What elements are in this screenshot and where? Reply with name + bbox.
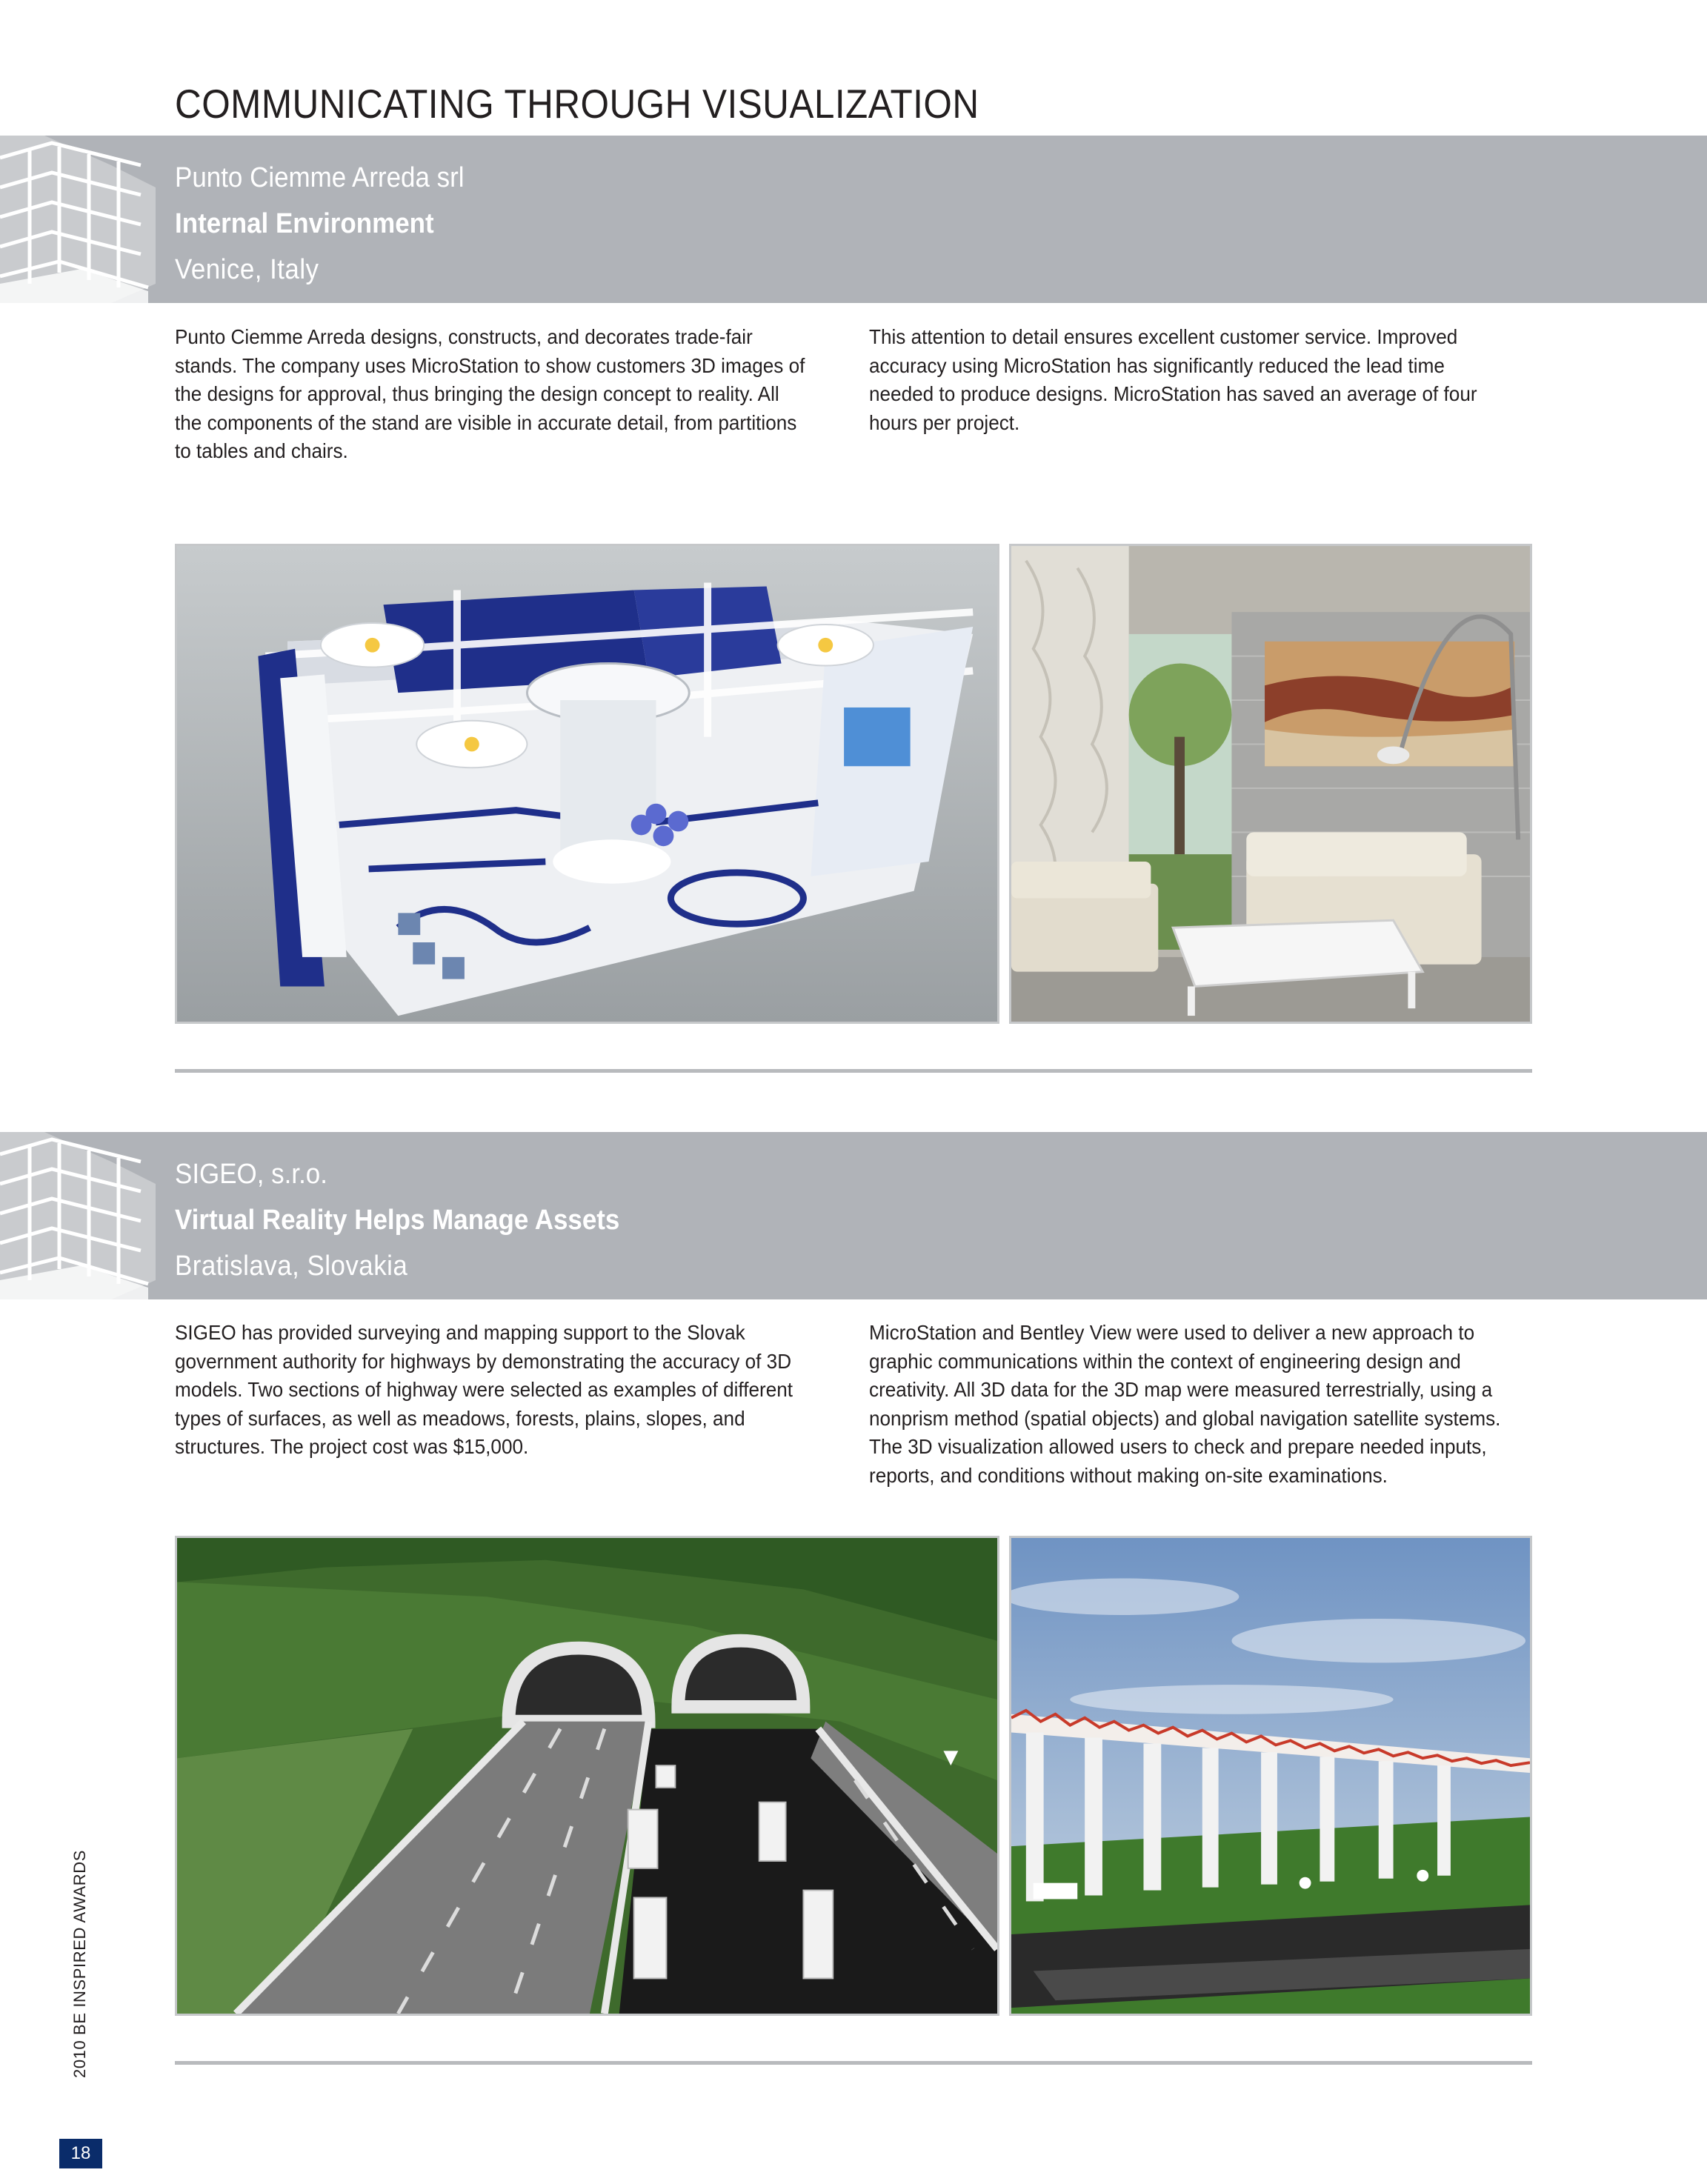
- body-paragraph: SIGEO has provided surveying and mapping support to the Slovak government authority for highways by demonstrating the accuracy of 3D models. Two sections of highway were selected as examples of different types of surfaces, as well as meadows, forests, plains, slopes, and structures. The project cost was $15,000.: [175, 1321, 793, 1458]
- living-room-image: [1009, 544, 1532, 1024]
- project-location: Venice, Italy: [175, 254, 319, 285]
- trade-fair-stand-image: [175, 544, 999, 1024]
- page-title: COMMUNICATING THROUGH VISUALIZATION: [175, 81, 979, 127]
- publication-label: 2010 BE INSPIRED AWARDS: [70, 1849, 89, 2078]
- body-column-left: [175, 1319, 808, 1462]
- body-paragraph: Punto Ciemme Arreda designs, constructs, and decorates trade-fair stands. The company uses MicroStation to show customers 3D images of the designs for approval, thus bringing the design concept to reality. All the components of the stand are visible in accurate detail, from partitions to tables and chairs.: [175, 325, 805, 462]
- section-header-band: [0, 1132, 1707, 1299]
- body-column-right: [869, 323, 1503, 437]
- body-paragraph: MicroStation and Bentley View were used to deliver a new approach to graphic communications within the context of engineering design and creativity. All 3D data for the 3D map were measured terrestrially, using a nonprism method (spatial objects) and global navigation satellite systems. The 3D visualization allowed users to check and prepare needed inputs, reports, and conditions without making on-site examinations.: [869, 1321, 1501, 1487]
- project-subtitle: Internal Environment: [175, 208, 434, 239]
- company-name: Punto Ciemme Arreda srl: [175, 162, 465, 193]
- section-divider: [175, 1069, 1532, 1073]
- building-logo-icon: [0, 1132, 156, 1299]
- building-logo-icon: [0, 136, 156, 303]
- body-paragraph: This attention to detail ensures excellent customer service. Improved accuracy using MicroStation has significantly reduced the lead time needed to produce designs. MicroStation has saved an average of four hours per project.: [869, 325, 1477, 434]
- project-subtitle: Virtual Reality Helps Manage Assets: [175, 1205, 620, 1236]
- page-number-badge: 18: [59, 2139, 102, 2168]
- highway-viaduct-image: [1009, 1536, 1532, 2016]
- company-name: SIGEO, s.r.o.: [175, 1159, 327, 1190]
- project-location: Bratislava, Slovakia: [175, 1251, 408, 1282]
- body-column-left: [175, 323, 808, 466]
- body-column-right: [869, 1319, 1503, 1490]
- section-header-band: [0, 136, 1707, 303]
- section-divider: [175, 2061, 1532, 2065]
- highway-tunnel-image: [175, 1536, 999, 2016]
